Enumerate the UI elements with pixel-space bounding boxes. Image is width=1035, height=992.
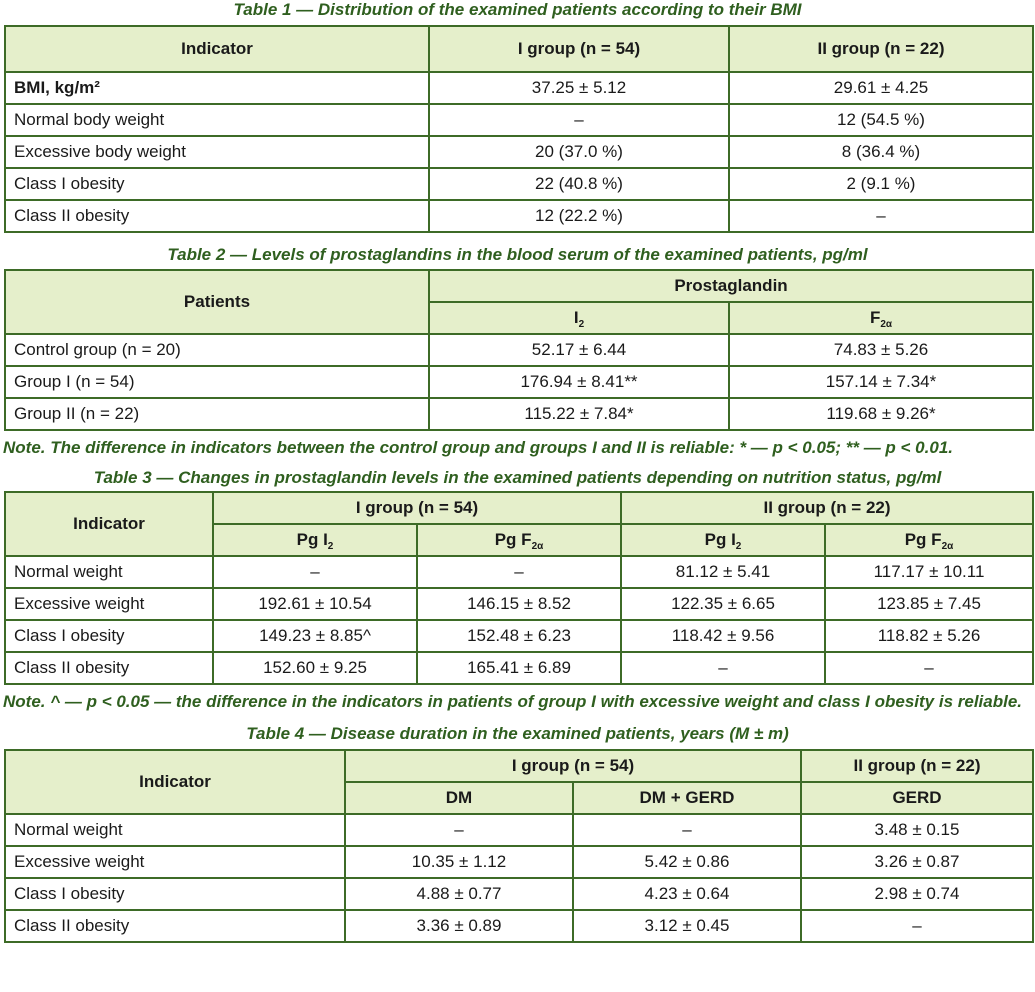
table3-cell: 122.35 ± 6.65 <box>621 588 825 620</box>
table4-cell: 10.35 ± 1.12 <box>345 846 573 878</box>
table1-cell: 12 (22.2 %) <box>429 200 729 232</box>
table3-cell: – <box>825 652 1033 684</box>
table-row <box>5 200 1033 232</box>
table3-cell: – <box>213 556 417 588</box>
table4-cell: Excessive weight <box>5 846 345 878</box>
table1-cell: Class II obesity <box>5 200 429 232</box>
table3-cell: 81.12 ± 5.41 <box>621 556 825 588</box>
table-row <box>5 334 1033 366</box>
table3-cell: 165.41 ± 6.89 <box>417 652 621 684</box>
table2-header-f2a: $F_{2\alpha}$ <box>729 302 1033 334</box>
table1-cell: 29.61 ± 4.25 <box>729 72 1033 104</box>
table4-cell: – <box>573 814 801 846</box>
table1-cell: Class I obesity <box>5 168 429 200</box>
table4-header-dm: DM <box>345 782 573 814</box>
table-row <box>5 846 1033 878</box>
table-row <box>5 398 1033 430</box>
table1-cell: 22 (40.8 %) <box>429 168 729 200</box>
table3 <box>4 491 1034 685</box>
table1-cell: Normal body weight <box>5 104 429 136</box>
table4-cell: – <box>801 910 1033 942</box>
table1-cell: 12 (54.5 %) <box>729 104 1033 136</box>
table-row <box>5 878 1033 910</box>
table2-note: Note. The difference in indicators between the control group and groups I and II is reliable: * — p < 0.05; ** — p < 0.01. <box>3 438 953 457</box>
table3-header-g2-pgi2: Pg $I_2$ <box>621 524 825 556</box>
table3-cell: Normal weight <box>5 556 213 588</box>
table1-cell: 2 (9.1 %) <box>729 168 1033 200</box>
table3-cell: 152.48 ± 6.23 <box>417 620 621 652</box>
table-row <box>5 366 1033 398</box>
table2-header-prostaglandin: Prostaglandin <box>429 270 1033 302</box>
table2-cell: 115.22 ± 7.84* <box>429 398 729 430</box>
table4-cell: Class I obesity <box>5 878 345 910</box>
table-row <box>5 910 1033 942</box>
table4-caption: Table 4 — Disease duration in the examined patients, years (M ± m) <box>246 724 789 743</box>
table2-cell: 176.94 ± 8.41** <box>429 366 729 398</box>
table1-cell: 8 (36.4 %) <box>729 136 1033 168</box>
table2-cell: 157.14 ± 7.34* <box>729 366 1033 398</box>
table3-header-g2-pgf2a: Pg $F_{2\alpha}$ <box>825 524 1033 556</box>
table2-cell: 119.68 ± 9.26* <box>729 398 1033 430</box>
table4-cell: 2.98 ± 0.74 <box>801 878 1033 910</box>
table3-note: Note. ^ — p < 0.05 — the difference in the indicators in patients of group I with excessive weight and class I obesity is reliable. <box>3 692 1023 711</box>
table3-cell: Excessive weight <box>5 588 213 620</box>
table1-header-group1: I group (n = 54) <box>429 26 729 72</box>
table1-header-indicator: Indicator <box>5 26 429 72</box>
table3-caption: Table 3 — Changes in prostaglandin levels in the examined patients depending on nutrition status, pg/ml <box>93 468 942 487</box>
table3-cell: 117.17 ± 10.11 <box>825 556 1033 588</box>
table2 <box>4 269 1034 431</box>
table4-cell: 3.36 ± 0.89 <box>345 910 573 942</box>
table-row <box>5 620 1033 652</box>
table4-header-dm-gerd: DM + GERD <box>573 782 801 814</box>
table-row <box>5 136 1033 168</box>
table3-cell: Class I obesity <box>5 620 213 652</box>
table3-cell: 123.85 ± 7.45 <box>825 588 1033 620</box>
table4-cell: 4.23 ± 0.64 <box>573 878 801 910</box>
table3-cell: 192.61 ± 10.54 <box>213 588 417 620</box>
table4-cell: Normal weight <box>5 814 345 846</box>
table3-cell: 152.60 ± 9.25 <box>213 652 417 684</box>
table1-cell: 20 (37.0 %) <box>429 136 729 168</box>
table4-cell: 5.42 ± 0.86 <box>573 846 801 878</box>
table4-cell: 4.88 ± 0.77 <box>345 878 573 910</box>
table-row <box>5 72 1033 104</box>
table1-cell: – <box>429 104 729 136</box>
table1-cell: BMI, kg/m² <box>5 72 429 104</box>
table3-cell: 118.42 ± 9.56 <box>621 620 825 652</box>
table2-cell: 52.17 ± 6.44 <box>429 334 729 366</box>
table3-cell: 118.82 ± 5.26 <box>825 620 1033 652</box>
table-row <box>5 814 1033 846</box>
table-row <box>5 104 1033 136</box>
table3-cell: – <box>417 556 621 588</box>
table4-cell: – <box>345 814 573 846</box>
table3-header-group1: I group (n = 54) <box>213 492 621 524</box>
table2-cell: Group I (n = 54) <box>5 366 429 398</box>
table1-cell: Excessive body weight <box>5 136 429 168</box>
table4-header-gerd: GERD <box>801 782 1033 814</box>
table2-header-patients: Patients <box>5 270 429 334</box>
table3-header-g1-pgf2a: Pg $F_{2\alpha}$ <box>417 524 621 556</box>
table4-cell: 3.12 ± 0.45 <box>573 910 801 942</box>
table-row <box>5 556 1033 588</box>
table2-header-i2: $I_2$ <box>429 302 729 334</box>
table4-cell: 3.26 ± 0.87 <box>801 846 1033 878</box>
table4-cell: Class II obesity <box>5 910 345 942</box>
table-row <box>5 652 1033 684</box>
table2-cell: 74.83 ± 5.26 <box>729 334 1033 366</box>
table2-cell: Control group (n = 20) <box>5 334 429 366</box>
table3-cell: Class II obesity <box>5 652 213 684</box>
table3-header-indicator: Indicator <box>5 492 213 556</box>
table2-cell: Group II (n = 22) <box>5 398 429 430</box>
table1-caption: Table 1 — Distribution of the examined patients according to their BMI <box>233 0 802 19</box>
table2-caption: Table 2 — Levels of prostaglandins in the blood serum of the examined patients, pg/ml <box>167 245 868 264</box>
table1-header-group2: II group (n = 22) <box>729 26 1033 72</box>
table3-header-g1-pgi2: Pg $I_2$ <box>213 524 417 556</box>
table1-cell: 37.25 ± 5.12 <box>429 72 729 104</box>
table4 <box>4 749 1034 943</box>
table3-cell: 146.15 ± 8.52 <box>417 588 621 620</box>
table3-header-group2: II group (n = 22) <box>621 492 1033 524</box>
table1-cell: – <box>729 200 1033 232</box>
table1 <box>4 25 1034 233</box>
table3-cell: 149.23 ± 8.85^ <box>213 620 417 652</box>
table3-cell: – <box>621 652 825 684</box>
table-row <box>5 588 1033 620</box>
table4-header-indicator: Indicator <box>5 750 345 814</box>
table4-cell: 3.48 ± 0.15 <box>801 814 1033 846</box>
table-row <box>5 168 1033 200</box>
table4-header-group2: II group (n = 22) <box>801 750 1033 782</box>
table4-header-group1: I group (n = 54) <box>345 750 801 782</box>
